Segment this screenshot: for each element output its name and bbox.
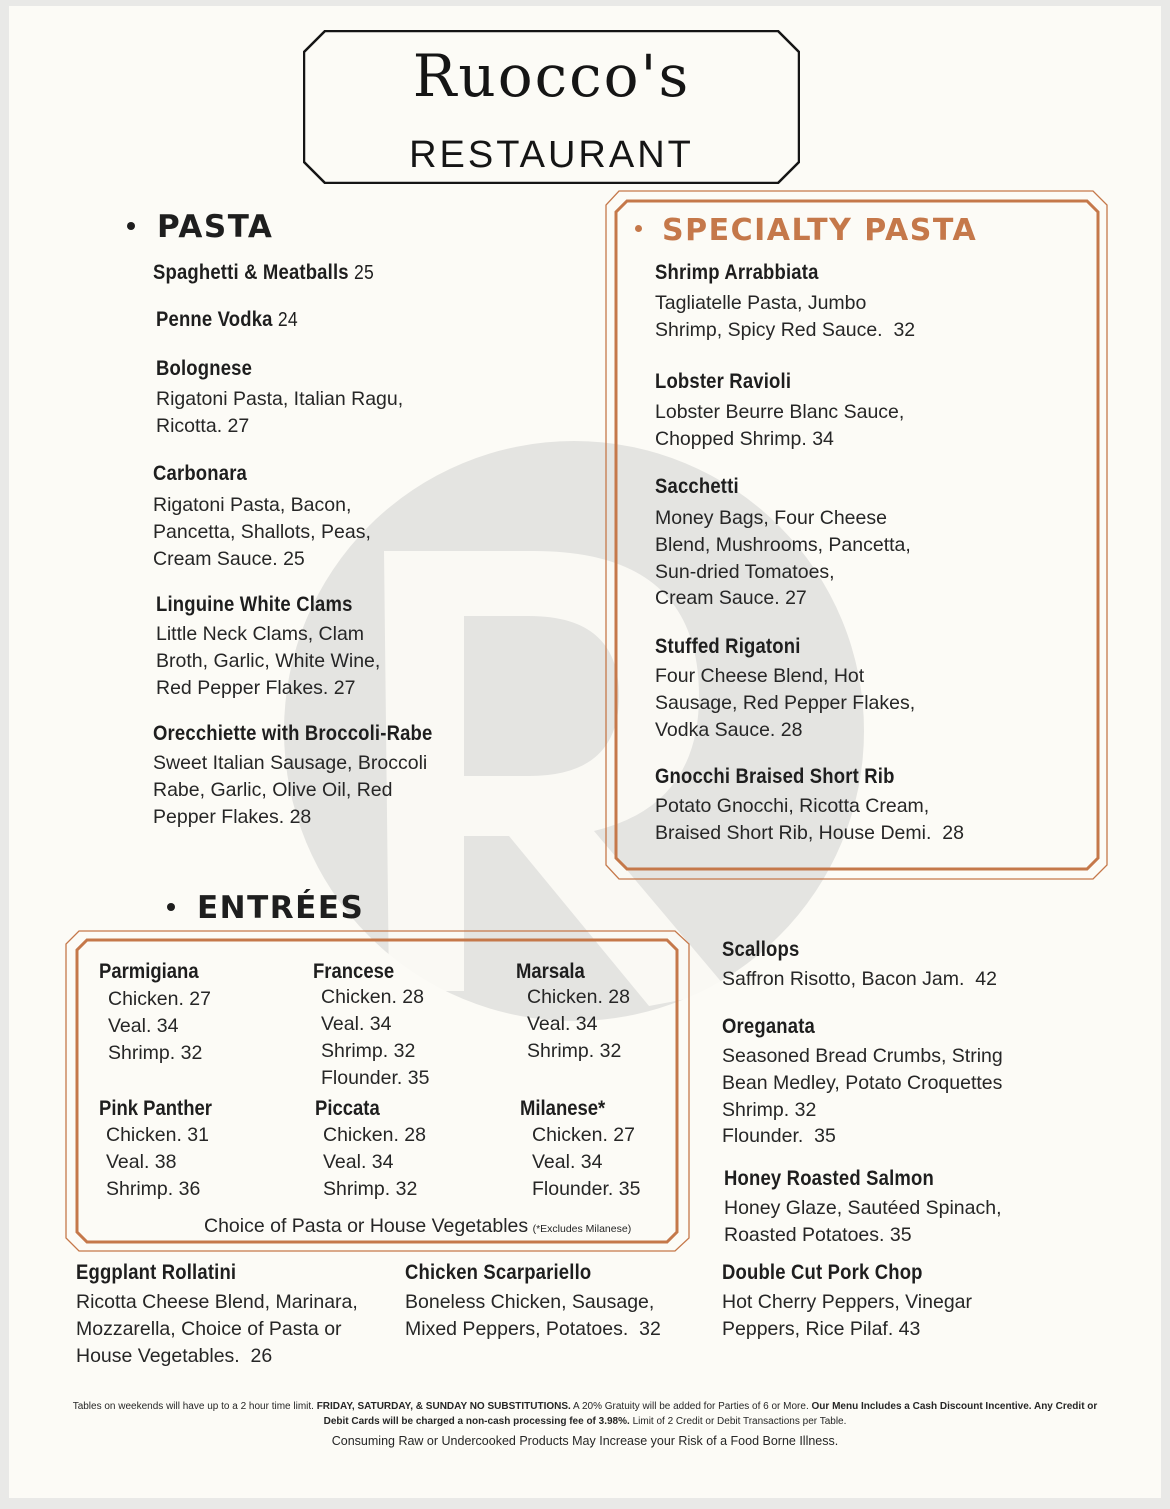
- footer-warning: Consuming Raw or Undercooked Products May Increase your Risk of a Food Borne Illness.: [331, 1434, 839, 1448]
- entree-item-name: Oreganata: [722, 1015, 816, 1038]
- specialty-item-description: Potato Gnocchi, Ricotta Cream, Braised Short Rib, House Demi. 28: [655, 795, 964, 844]
- specialty-item-description: Tagliatelle Pasta, Jumbo Shrimp, Spicy Red Sauce. 32: [655, 292, 916, 341]
- entree-item-name: Double Cut Pork Chop: [722, 1261, 923, 1284]
- entree-item-name: Honey Roasted Salmon: [724, 1167, 934, 1190]
- specialty-item-name: Sacchetti: [655, 475, 739, 498]
- bullet-icon: [167, 903, 175, 911]
- menu-page: [9, 6, 1161, 1498]
- specialty-item-name: Stuffed Rigatoni: [655, 635, 801, 658]
- entree-marsala: Marsala Chicken. 28 Veal. 34 Shrimp. 32: [516, 960, 630, 1062]
- restaurant-logo: [303, 30, 800, 184]
- entree-item-description: Honey Glaze, Sautéed Spinach, Roasted Potatoes. 35: [724, 1197, 1002, 1246]
- pasta-item-name: Orecchiette with Broccoli-Rabe: [153, 722, 433, 745]
- entree-name: Marsala: [516, 960, 585, 983]
- specialty-item-name: Shrimp Arrabbiata: [655, 261, 819, 284]
- entree-item-name: Eggplant Rollatini: [76, 1261, 237, 1284]
- pasta-item-name: Linguine White Clams: [156, 593, 353, 616]
- bullet-icon: [635, 225, 642, 232]
- entree-pink-panther: Pink Panther Chicken. 31 Veal. 38 Shrimp. 36: [99, 1097, 212, 1200]
- pasta-heading: PASTA: [127, 209, 273, 245]
- specialty-item-description: Four Cheese Blend, Hot Sausage, Red Pepper Flakes, Vodka Sauce. 28: [655, 665, 916, 741]
- pasta-item-name: Penne Vodka 24: [156, 308, 298, 331]
- entrees-box-note: Choice of Pasta or House Vegetables (*Excludes Milanese): [204, 1215, 632, 1237]
- logo-title: Ruocco's: [412, 42, 691, 110]
- pasta-item-description: Rigatoni Pasta, Italian Ragu, Ricotta. 27: [156, 388, 404, 437]
- specialty-heading: SPECIALTY PASTA: [635, 213, 977, 248]
- entree-item-description: Seasoned Bread Crumbs, String Bean Medley, Potato Croquettes Shrimp. 32 Flounder. 35: [722, 1045, 1003, 1148]
- pasta-item-description: Sweet Italian Sausage, Broccoli Rabe, Garlic, Olive Oil, Red Pepper Flakes. 28: [153, 752, 428, 828]
- entree-item-description: Ricotta Cheese Blend, Marinara, Mozzarella, Choice of Pasta or House Vegetables. 26: [76, 1291, 358, 1367]
- specialty-item-description: Money Bags, Four Cheese Blend, Mushrooms, Pancetta, Sun-dried Tomatoes, Cream Sauce. 27: [655, 507, 911, 610]
- entree-francese: Francese Chicken. 28 Veal. 34 Shrimp. 32 Flounder. 35: [313, 960, 430, 1089]
- entree-parmigiana: Parmigiana Chicken. 27 Veal. 34 Shrimp. 32: [99, 960, 211, 1064]
- entree-item-description: Saffron Risotto, Bacon Jam. 42: [722, 968, 997, 990]
- pasta-item-name: Bolognese: [156, 357, 253, 380]
- entree-name: Francese: [313, 960, 395, 983]
- pasta-item-description: Little Neck Clams, Clam Broth, Garlic, White Wine, Red Pepper Flakes. 27: [156, 623, 381, 699]
- entree-piccata: Piccata Chicken. 28 Veal. 34 Shrimp. 32: [315, 1097, 426, 1200]
- entree-item-description: Hot Cherry Peppers, Vinegar Peppers, Rice Pilaf. 43: [722, 1291, 973, 1340]
- specialty-item-name: Gnocchi Braised Short Rib: [655, 765, 895, 788]
- entree-milanese: Milanese* Chicken. 27 Veal. 34 Flounder. 35: [520, 1097, 641, 1200]
- specialty-item-description: Lobster Beurre Blanc Sauce, Chopped Shrimp. 34: [655, 401, 905, 450]
- entree-item-description: Boneless Chicken, Sausage, Mixed Peppers, Potatoes. 32: [405, 1291, 661, 1340]
- entree-item-name: Scallops: [722, 938, 800, 961]
- entree-name: Milanese*: [520, 1097, 606, 1120]
- logo-subtitle: RESTAURANT: [409, 134, 694, 176]
- entrees-heading: ENTRÉES: [167, 890, 364, 926]
- entree-name: Pink Panther: [99, 1097, 212, 1120]
- pasta-item-description: Rigatoni Pasta, Bacon, Pancetta, Shallots, Peas, Cream Sauce. 25: [153, 494, 371, 570]
- pasta-item-name: Spaghetti & Meatballs 25: [153, 261, 374, 284]
- footer-policies: Tables on weekends will have up to a 2 hour time limit. FRIDAY, SATURDAY, & SUNDAY NO SUBSTITUTIONS. A 20% Gratuity will be added for Parties of 6 or More. Our Menu Includes a Cash Discount Incentive. Any Credit or Debit Cards will be charged a non-cash processing fee of 3.98%. Limit of 2 Credit or Debit Transactions per Table.: [72, 1401, 1098, 1427]
- pasta-item-name: Carbonara: [153, 462, 248, 485]
- entree-item-name: Chicken Scarpariello: [405, 1261, 592, 1284]
- entree-name: Piccata: [315, 1097, 380, 1120]
- bullet-icon: [127, 222, 135, 230]
- specialty-item-name: Lobster Ravioli: [655, 370, 792, 393]
- entree-name: Parmigiana: [99, 960, 199, 983]
